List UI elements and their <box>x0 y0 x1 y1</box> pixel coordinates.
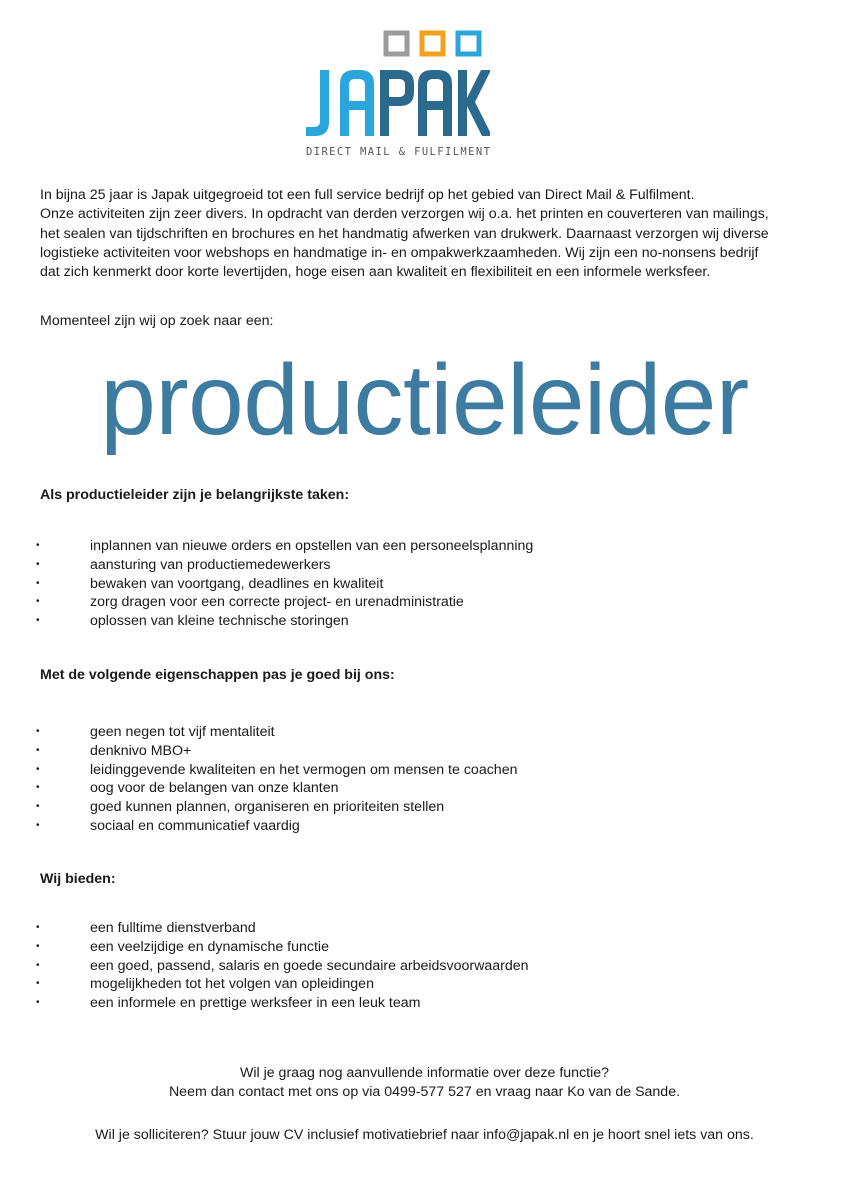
list-item: • goed kunnen plannen, organiseren en prioriteiten stellen <box>36 799 445 816</box>
bullet-icon: • <box>36 540 40 551</box>
bullet-icon: • <box>36 959 40 971</box>
bullet-icon: • <box>36 819 40 831</box>
tasks-list <box>36 537 533 631</box>
intro-line: het sealen van tijdschriften en brochures en het handmatig afwerken van drukwerk. Daarnaast verzorgen wij diverse <box>40 225 769 242</box>
bullet-icon: • <box>36 782 40 794</box>
bullet-icon: • <box>36 922 40 933</box>
list-item: • oog voor de belangen van onze klanten <box>36 780 339 797</box>
list-item: • sociaal en communicatief vaardig <box>36 817 300 834</box>
intro-paragraph <box>40 186 820 282</box>
bullet-icon: • <box>36 577 40 589</box>
bullet-icon: • <box>36 558 40 570</box>
list-item: • bewaken van voortgang, deadlines en kwaliteit <box>36 575 384 592</box>
intro-line: In bijna 25 jaar is Japak uitgegroeid tot een full service bedrijf op het gebied van Direct Mail & Fulfilment. <box>40 187 695 203</box>
logo-letter-a1 <box>340 70 374 136</box>
list-item: • mogelijkheden tot het volgen van opleidingen <box>36 976 374 993</box>
logo-letter-a2 <box>418 70 452 136</box>
list-item: • aansturing van productiemedewerkers <box>36 556 331 573</box>
lead-text: Momenteel zijn wij op zoek naar een: <box>40 313 274 329</box>
bullet-icon: • <box>36 940 40 952</box>
qualities-section-title: Met de volgende eigenschappen pas je goed bij ons: <box>40 667 395 683</box>
footer-apply-line: Wil je solliciteren? Stuur jouw CV inclusief motivatiebrief naar info@japak.nl en je hoort snel iets van ons. <box>95 1127 754 1143</box>
list-item: • zorg dragen voor een correcte project- en urenadministratie <box>36 594 464 611</box>
qualities-list <box>36 723 517 836</box>
logo-letter-j <box>306 70 329 136</box>
company-logo <box>300 28 490 164</box>
bullet-icon: • <box>36 596 40 608</box>
list-item: • een fulltime dienstverband <box>36 920 256 936</box>
intro-line: dat zich kenmerkt door korte levertijden, hoge eisen aan kwaliteit en flexibiliteit en een informele werksfeer. <box>40 264 711 281</box>
bullet-icon: • <box>36 978 40 990</box>
bullet-icon: • <box>36 763 40 775</box>
list-item: • oplossen van kleine technische storingen <box>36 613 349 630</box>
list-item: • een informele en prettige werksfeer in een leuk team <box>36 995 421 1012</box>
footer-contact-line: Neem dan contact met ons op via 0499-577 527 en vraag naar Ko van de Sande. <box>168 1084 681 1100</box>
job-title-headline: productieleider <box>100 344 749 456</box>
bullet-icon: • <box>36 726 40 737</box>
bullet-icon: • <box>36 997 40 1009</box>
logo-tagline: DIRECT MAIL & FULFILMENT <box>306 146 492 158</box>
logo-square-grey <box>386 33 407 54</box>
bullet-icon: • <box>36 801 40 813</box>
list-item: • inplannen van nieuwe orders en opstellen van een personeelsplanning <box>36 538 534 554</box>
list-item: • geen negen tot vijf mentaliteit <box>36 724 275 740</box>
tasks-section-title: Als productieleider zijn je belangrijkste taken: <box>40 487 350 503</box>
list-item: • denknivo MBO+ <box>36 742 192 759</box>
logo-letter-p <box>380 70 414 136</box>
logo-square-blue <box>458 33 479 54</box>
bullet-icon: • <box>36 615 40 627</box>
offer-list <box>36 919 529 1013</box>
list-item: • een veelzijdige en dynamische functie <box>36 938 329 955</box>
intro-line: Onze activiteiten zijn zeer divers. In opdracht van derden verzorgen wij o.a. het printen en couverteren van mailings, <box>40 206 769 223</box>
logo-letter-k <box>458 70 490 136</box>
footer-info-line: Wil je graag nog aanvullende informatie over deze functie? <box>239 1065 610 1081</box>
logo-graphic <box>300 28 490 146</box>
list-item: • leidinggevende kwaliteiten en het vermogen om mensen te coachen <box>36 761 518 778</box>
list-item: • een goed, passend, salaris en goede secundaire arbeidsvoorwaarden <box>36 957 529 974</box>
offer-section-title: Wij bieden: <box>40 871 116 887</box>
logo-square-orange <box>422 33 443 54</box>
intro-line: logistieke activiteiten voor webshops en handmatige in- en ompakwerkzaamheden. Wij zijn een no-nonsens bedrijf <box>40 244 759 261</box>
bullet-icon: • <box>36 744 40 756</box>
